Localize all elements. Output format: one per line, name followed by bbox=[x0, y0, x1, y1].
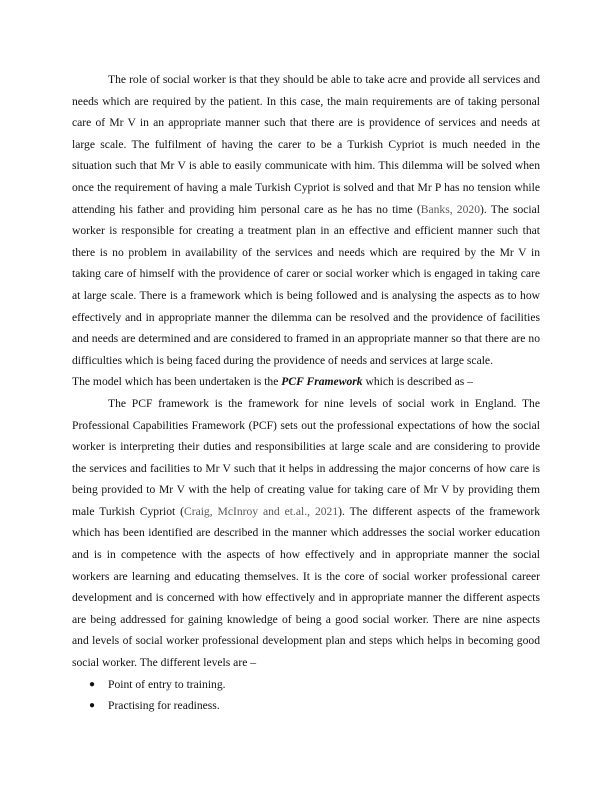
paragraph-social-worker-role bbox=[72, 69, 540, 371]
model-intro-line bbox=[72, 371, 540, 393]
list-item bbox=[72, 695, 540, 717]
paragraph-text: ). The social worker is responsible for creating a treatment plan in an effective and efficient manner such that there is no problem in availability of the services and needs which are required by the Mr V in taking care of himself with the providence of carer or social worker which is engaged in taking care at large scale. There is a framework which is being followed and is analysing the aspects as to how effectively and in appropriate manner the dilemma can be resolved and the providence of facilities and needs are determined and are considered to framed in an appropriate manner so that there are no difficulties which is being faced during the providence of needs and services at large scale. bbox=[72, 202, 540, 367]
document-page bbox=[72, 69, 540, 717]
list-item-text: Point of entry to training. bbox=[108, 677, 226, 691]
paragraph-pcf-framework bbox=[72, 393, 540, 674]
citation-craig: Craig, McInroy and et.al., 2021 bbox=[183, 504, 339, 518]
citation-banks: Banks, 2020 bbox=[420, 202, 480, 216]
bullet-icon: ● bbox=[89, 678, 96, 690]
paragraph-text: ). The different aspects of the framework which has been identified are described in the manner which addresses the social worker education and is in competence with the aspects of how effectively and in appropriate manner the social workers are learning and educating themselves. It is the core of social worker professional career development and is concerned with how effectively and in appropriate manner the different aspects are being addressed for gaining knowledge of being a good social worker. There are nine aspects and levels of social worker professional development plan and steps which helps in becoming good social worker. The different levels are – bbox=[72, 504, 540, 670]
list-item bbox=[72, 674, 540, 696]
bullet-icon: ● bbox=[89, 700, 96, 712]
list-item-text: Practising for readiness. bbox=[108, 699, 220, 713]
levels-bullet-list bbox=[72, 674, 540, 717]
model-line-suffix: which is described as – bbox=[362, 375, 473, 389]
pcf-framework-emphasis: PCF Framework bbox=[281, 375, 363, 389]
paragraph-text: The role of social worker is that they should be able to take acre and provide all services and needs which are required by the patient. In this case, the main requirements are of taking personal care of Mr V in an appropriate manner such that there are is providence of services and needs at large scale. The fulfilment of having the carer to be a Turkish Cypriot is much needed in the situation such that Mr V is able to easily communicate with him. This dilemma will be solved when once the requirement of having a male Turkish Cypriot is solved and that Mr P has no tension while attending his father and providing him personal care as he has no time ( bbox=[72, 73, 540, 216]
paragraph-text: The PCF framework is the framework for nine levels of social work in England. The Professional Capabilities Framework (PCF) sets out the professional expectations of how the social worker is interpreting their duties and responsibilities at large scale and are considering to provide the services and facilities to Mr V such that it helps in addressing the major concerns of how care is being provided to Mr V with the help of creating value for taking care of Mr V by providing them male Turkish Cypriot ( bbox=[72, 396, 540, 518]
model-line-prefix: The model which has been undertaken is the bbox=[72, 375, 282, 389]
